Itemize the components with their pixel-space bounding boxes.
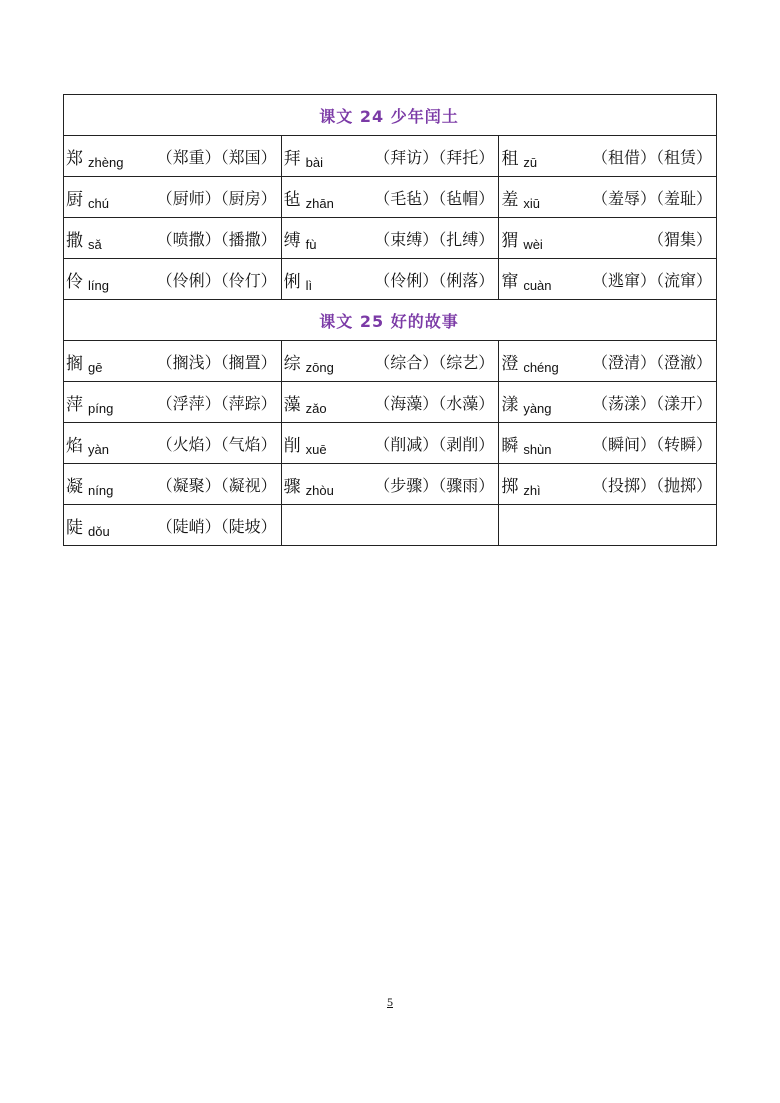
vocabulary-cell [64, 505, 282, 546]
example-words: （浮萍）（萍踪） [156, 393, 277, 413]
vocabulary-entry [501, 349, 712, 374]
chinese-character: 撒 [66, 230, 83, 251]
character-heading [66, 390, 113, 415]
vocabulary-cell [281, 177, 499, 218]
character-heading [284, 185, 334, 210]
character-heading [501, 349, 558, 374]
vocabulary-row [64, 136, 717, 177]
vocabulary-entry [501, 390, 712, 415]
vocabulary-entry [284, 431, 495, 456]
vocabulary-entry [501, 472, 712, 497]
pinyin: bài [305, 154, 324, 170]
chinese-character: 俐 [283, 271, 301, 292]
page-number: 5 [387, 995, 393, 1009]
chinese-character: 骤 [283, 476, 301, 497]
pinyin: gē [88, 359, 103, 375]
pinyin: zhì [523, 482, 541, 498]
vocabulary-cell [281, 136, 499, 177]
example-words: （毛毡）（毡帽） [374, 188, 495, 208]
character-heading [66, 226, 102, 251]
vocabulary-cell [64, 177, 282, 218]
character-heading [66, 431, 109, 456]
pinyin: chú [88, 195, 109, 211]
pinyin: líng [88, 277, 109, 293]
chinese-character: 焰 [66, 435, 83, 456]
character-heading [284, 431, 327, 456]
example-words: （伶俐）（伶仃） [156, 270, 277, 290]
chinese-character: 毡 [283, 189, 301, 210]
pinyin: zū [523, 154, 538, 170]
example-words: （海藻）（水藻） [374, 393, 495, 413]
pinyin: chéng [523, 359, 559, 375]
lesson-title: 课文 24 少年闰土 [64, 95, 717, 136]
chinese-character: 缚 [283, 230, 301, 251]
character-heading [501, 267, 551, 292]
character-heading [66, 267, 109, 292]
vocabulary-entry [501, 226, 712, 251]
chinese-character: 萍 [66, 394, 83, 415]
vocabulary-cell [499, 177, 717, 218]
example-words: （荡漾）（漾开） [591, 393, 712, 413]
vocabulary-cell [499, 259, 717, 300]
vocabulary-cell [281, 382, 499, 423]
pinyin: zhān [305, 195, 334, 211]
chinese-character: 厨 [66, 189, 83, 210]
character-heading [501, 390, 551, 415]
vocabulary-cell [499, 341, 717, 382]
vocabulary-cell [499, 464, 717, 505]
vocabulary-entry [501, 185, 712, 210]
pinyin: fù [305, 236, 317, 252]
vocabulary-cell [281, 218, 499, 259]
pinyin: shùn [523, 441, 552, 457]
vocabulary-entry [66, 472, 277, 497]
example-words: （陡峭）（陡坡） [156, 516, 277, 536]
vocabulary-cell [281, 423, 499, 464]
vocabulary-row [64, 423, 717, 464]
chinese-character: 拜 [283, 148, 301, 169]
vocabulary-entry [66, 513, 277, 538]
vocabulary-entry [66, 390, 277, 415]
character-heading [66, 513, 110, 538]
example-words: （羞辱）（羞耻） [591, 188, 712, 208]
vocabulary-entry [284, 144, 495, 169]
chinese-character: 凝 [66, 476, 83, 497]
vocabulary-entry [284, 472, 495, 497]
vocabulary-entry [66, 267, 277, 292]
vocabulary-entry [66, 226, 277, 251]
example-words: （租借）（租赁） [591, 147, 712, 167]
vocabulary-entry [66, 349, 277, 374]
chinese-character: 伶 [66, 271, 83, 292]
vocabulary-row [64, 259, 717, 300]
chinese-character: 削 [283, 435, 301, 456]
lesson-title-row [64, 95, 717, 136]
pinyin: lì [305, 277, 313, 293]
example-words: （澄清）（澄澈） [591, 352, 712, 372]
vocabulary-entry [284, 349, 495, 374]
pinyin: sǎ [88, 236, 102, 252]
chinese-character: 澄 [501, 353, 519, 374]
character-heading [501, 226, 543, 251]
vocabulary-cell [64, 382, 282, 423]
vocabulary-entry [66, 185, 277, 210]
example-words: （伶俐）（俐落） [374, 270, 495, 290]
lesson-title-row [64, 300, 717, 341]
character-heading [284, 144, 323, 169]
vocabulary-cell [281, 341, 499, 382]
example-words: （削减）（剥削） [374, 434, 495, 454]
example-words: （猬集） [647, 229, 712, 249]
chinese-character: 郑 [66, 148, 83, 169]
example-words: （火焰）（气焰） [156, 434, 277, 454]
pinyin: zǎo [305, 400, 327, 416]
vocabulary-table [63, 94, 717, 546]
character-heading [66, 185, 109, 210]
example-words: （束缚）（扎缚） [374, 229, 495, 249]
character-heading [66, 349, 102, 374]
example-words: （综合）（综艺） [374, 352, 495, 372]
example-words: （瞬间）（转瞬） [591, 434, 712, 454]
pinyin: cuàn [523, 277, 552, 293]
empty-cell [499, 505, 717, 546]
example-words: （投掷）（抛掷） [591, 475, 712, 495]
character-heading [501, 144, 537, 169]
chinese-character: 租 [501, 148, 519, 169]
vocabulary-cell [499, 218, 717, 259]
vocabulary-cell [499, 382, 717, 423]
vocabulary-table-body [64, 95, 717, 546]
example-words: （拜访）（拜托） [374, 147, 495, 167]
vocabulary-row [64, 177, 717, 218]
pinyin: zhòu [305, 482, 334, 498]
chinese-character: 搁 [66, 353, 83, 374]
example-words: （郑重）（郑国） [156, 147, 277, 167]
example-words: （喷撒）（播撒） [156, 229, 277, 249]
chinese-character: 综 [283, 353, 301, 374]
character-heading [66, 144, 123, 169]
vocabulary-entry [284, 185, 495, 210]
vocabulary-cell [64, 423, 282, 464]
vocabulary-row [64, 505, 717, 546]
chinese-character: 藻 [283, 394, 301, 415]
vocabulary-cell [64, 218, 282, 259]
character-heading [501, 431, 551, 456]
vocabulary-cell [499, 136, 717, 177]
pinyin: wèi [523, 236, 543, 252]
lesson-title: 课文 25 好的故事 [64, 300, 717, 341]
character-heading [66, 472, 113, 497]
pinyin: yàng [523, 400, 552, 416]
vocabulary-cell [499, 423, 717, 464]
pinyin: xuē [305, 441, 327, 457]
vocabulary-entry [284, 390, 495, 415]
pinyin: yàn [88, 441, 109, 457]
vocabulary-cell [281, 464, 499, 505]
example-words: （凝聚）（凝视） [156, 475, 277, 495]
pinyin: dǒu [88, 523, 110, 539]
chinese-character: 猬 [501, 230, 519, 251]
vocabulary-sheet [63, 94, 717, 546]
vocabulary-row [64, 341, 717, 382]
pinyin: píng [88, 400, 114, 416]
vocabulary-entry [501, 431, 712, 456]
vocabulary-entry [66, 144, 277, 169]
example-words: （厨师）（厨房） [156, 188, 277, 208]
vocabulary-entry [284, 226, 495, 251]
chinese-character: 羞 [501, 189, 519, 210]
vocabulary-row [64, 382, 717, 423]
pinyin: xiū [523, 195, 540, 211]
vocabulary-cell [64, 259, 282, 300]
example-words: （逃窜）（流窜） [591, 270, 712, 290]
vocabulary-cell [281, 259, 499, 300]
character-heading [501, 472, 540, 497]
pinyin: zhèng [88, 154, 124, 170]
chinese-character: 陡 [66, 517, 83, 538]
character-heading [501, 185, 540, 210]
chinese-character: 掷 [501, 476, 519, 497]
character-heading [284, 390, 327, 415]
example-words: （步骤）（骤雨） [374, 475, 495, 495]
vocabulary-entry [501, 144, 712, 169]
chinese-character: 窜 [501, 271, 519, 292]
pinyin: níng [88, 482, 114, 498]
character-heading [284, 349, 334, 374]
character-heading [284, 267, 313, 292]
empty-cell [281, 505, 499, 546]
vocabulary-cell [64, 341, 282, 382]
character-heading [284, 472, 334, 497]
vocabulary-entry [66, 431, 277, 456]
vocabulary-row [64, 218, 717, 259]
vocabulary-cell [64, 464, 282, 505]
vocabulary-entry [501, 267, 712, 292]
vocabulary-cell [64, 136, 282, 177]
vocabulary-row [64, 464, 717, 505]
vocabulary-entry [284, 267, 495, 292]
chinese-character: 瞬 [501, 435, 519, 456]
character-heading [284, 226, 317, 251]
pinyin: zōng [305, 359, 334, 375]
example-words: （搁浅）（搁置） [156, 352, 277, 372]
chinese-character: 漾 [501, 394, 519, 415]
